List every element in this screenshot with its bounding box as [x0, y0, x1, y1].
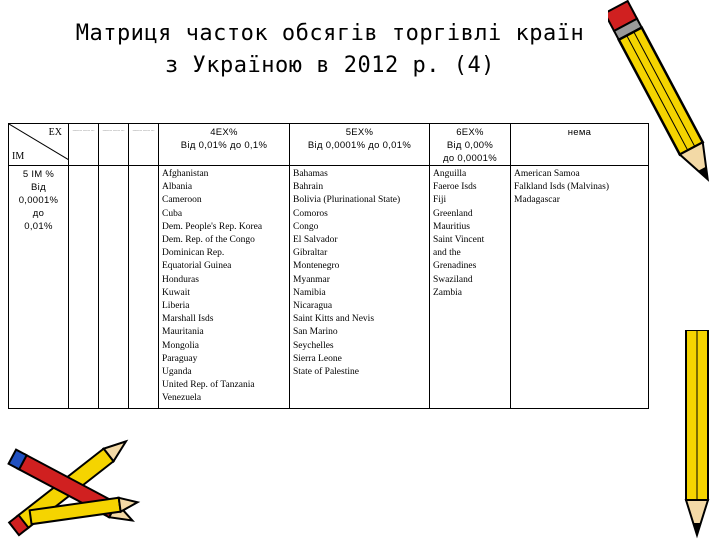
country-name: Afghanistan	[162, 169, 209, 179]
country-name: Comoros	[293, 208, 328, 219]
country-name: Gibraltar	[293, 248, 328, 259]
title-line-2: з Україною в 2012 р. (4)	[165, 53, 495, 78]
country-name: Cameroon	[162, 195, 202, 206]
country-name: Mongolia	[162, 340, 199, 351]
country-name: Albania	[162, 182, 193, 193]
title-line-1: Матриця часток обсягів торгівлі країн	[75, 21, 585, 46]
country-list-5ex	[290, 166, 430, 409]
country-name: Faeroe Isds	[433, 182, 477, 193]
country-name: Myanmar	[293, 274, 330, 285]
ex-label: EX	[48, 127, 62, 138]
country-name: and the	[433, 248, 461, 259]
country-name: Saint Kitts and Nevis	[293, 314, 375, 325]
country-name: Montenegro	[293, 261, 340, 272]
empty-cell	[99, 166, 129, 409]
country-name: Swaziland	[433, 274, 473, 285]
country-name: Uganda	[162, 367, 192, 378]
slide-title	[40, 18, 620, 82]
country-name: Mauritius	[433, 221, 470, 232]
column-header: -------- ------ ---	[69, 124, 99, 166]
column-header-4ex	[159, 124, 290, 166]
country-name: Equatorial Guinea	[162, 261, 232, 272]
column-header-line: 5EX%	[345, 127, 374, 138]
column-header-line: Від 0,01% до 0,1%	[180, 140, 268, 151]
country-name: Anguilla	[433, 169, 467, 179]
country-name: Dem. People's Rep. Korea	[162, 221, 263, 232]
country-name: American Samoa	[514, 169, 580, 179]
row-label-line: Від	[31, 182, 46, 193]
country-list-6ex	[430, 166, 511, 409]
column-header-6ex	[430, 124, 511, 166]
column-header-line: до 0,0001%	[443, 153, 497, 164]
country-name: Cuba	[162, 208, 183, 219]
country-name: Zambia	[433, 287, 463, 298]
pencil-icon	[672, 330, 720, 540]
country-name: Dominican Rep.	[162, 248, 225, 259]
country-name: Marshall Isds	[162, 314, 214, 325]
country-name: Liberia	[162, 301, 190, 312]
country-name: Namibia	[293, 287, 326, 298]
country-name: Madagascar	[514, 195, 560, 206]
country-name: Nicaragua	[293, 301, 333, 312]
column-header-line: Від 0,0001% до 0,01%	[307, 140, 412, 151]
row-label-line: 0,01%	[24, 221, 53, 232]
country-name: Venezuela	[162, 393, 202, 404]
country-list-4ex	[159, 166, 290, 409]
country-name: Bahrain	[293, 182, 324, 193]
table-row	[9, 166, 649, 409]
row-label-line: 0,0001%	[18, 195, 59, 206]
row-label-5im	[9, 166, 69, 409]
row-label-line: 5 IM %	[22, 169, 55, 180]
country-name: Bahamas	[293, 169, 328, 179]
country-list-none	[511, 166, 649, 409]
country-name: Kuwait	[162, 287, 190, 298]
country-name: San Marino	[293, 327, 338, 338]
country-name: Sierra Leone	[293, 353, 342, 364]
country-name: Bolivia (Plurinational State)	[293, 195, 401, 206]
country-name: El Salvador	[293, 235, 338, 246]
header-row	[9, 124, 649, 166]
country-name: United Rep. of Tanzania	[162, 380, 255, 391]
country-name: Falkland Isds (Malvinas)	[514, 182, 609, 193]
country-name: Congo	[293, 221, 319, 232]
row-label-line: до	[32, 208, 45, 219]
column-header-line: 6EX%	[456, 127, 484, 138]
column-header-line: Від 0,00%	[446, 140, 494, 151]
empty-cell	[129, 166, 159, 409]
country-name: Honduras	[162, 274, 199, 285]
country-name: Paraguay	[162, 353, 198, 364]
country-name: State of Palestine	[293, 367, 359, 378]
column-header-line: 4EX%	[210, 127, 238, 138]
country-name: Fiji	[433, 195, 447, 206]
corner-cell	[9, 124, 69, 166]
country-name: Saint Vincent	[433, 235, 485, 246]
country-name: Grenadines	[433, 261, 477, 272]
country-name: Greenland	[433, 208, 473, 219]
column-header-5ex	[290, 124, 430, 166]
country-name: Seychelles	[293, 340, 334, 351]
pencils-icon	[0, 430, 150, 540]
column-header: -------- ------ ---	[129, 124, 159, 166]
column-header-line: нема	[567, 127, 592, 138]
country-name: Mauritania	[162, 327, 204, 338]
im-label: IM	[12, 151, 25, 162]
column-header-none	[511, 124, 649, 166]
column-header: -------- ------ ---	[99, 124, 129, 166]
country-name: Dem. Rep. of the Congo	[162, 235, 255, 246]
trade-share-matrix	[8, 123, 649, 409]
empty-cell	[69, 166, 99, 409]
